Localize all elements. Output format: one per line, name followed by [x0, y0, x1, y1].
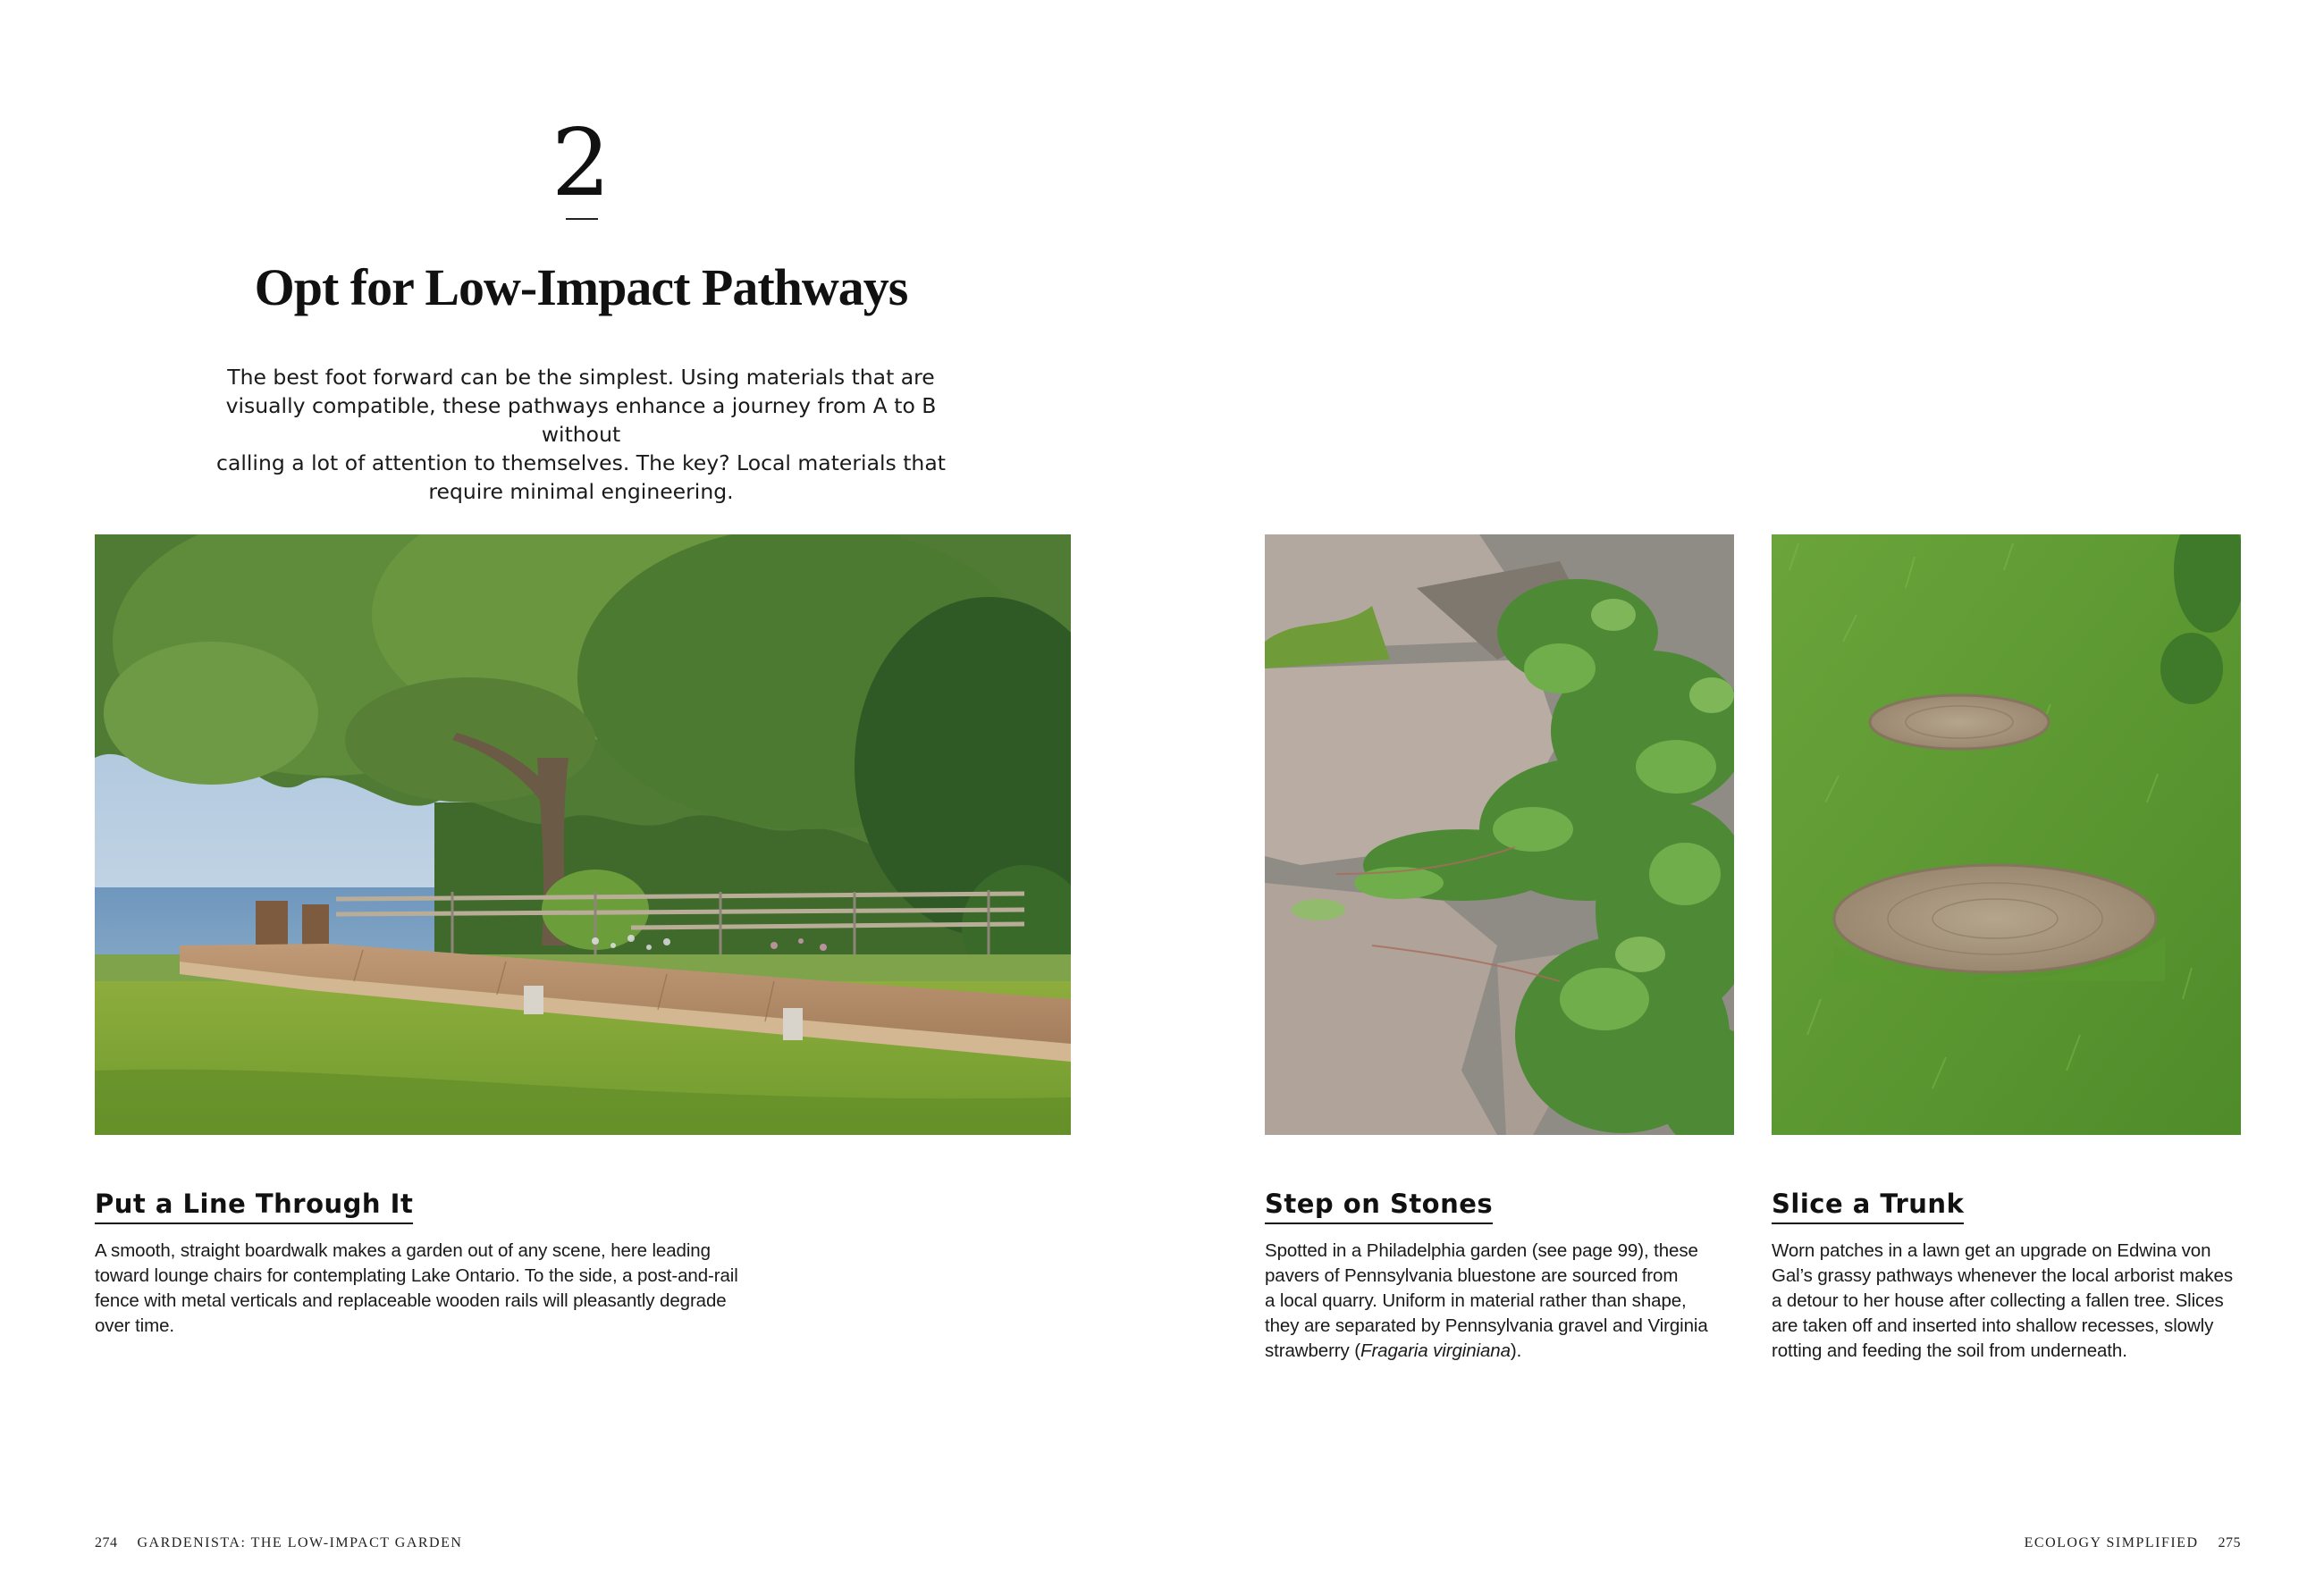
feature-trunk — [1772, 1189, 2241, 1364]
feature-line: A smooth, straight boardwalk makes a garden out of any scene, here leading — [95, 1240, 711, 1261]
boardwalk-photo — [95, 534, 1071, 1135]
feature-body — [1265, 1239, 1734, 1364]
section-number-rule — [566, 218, 598, 220]
page-number: 275 — [2218, 1535, 2241, 1550]
feature-line: toward lounge chairs for contemplating Lake Ontario. To the side, a post-and-rail — [95, 1265, 738, 1286]
feature-line: rotting and feeding the soil from underneath. — [1772, 1340, 2127, 1361]
intro-line: calling a lot of attention to themselves. The key? Local materials that — [216, 450, 946, 475]
feature-text: strawberry ( — [1265, 1340, 1361, 1361]
trunk-slices-photo — [1772, 534, 2241, 1135]
feature-title: Step on Stones — [1265, 1189, 1493, 1224]
feature-text: ). — [1510, 1340, 1522, 1361]
species-name: Fragaria virginiana — [1360, 1340, 1511, 1361]
feature-line: Spotted in a Philadelphia garden (see page 99), these — [1265, 1240, 1698, 1261]
intro-line: The best foot forward can be the simplest. Using materials that are — [227, 365, 935, 390]
section-intro — [192, 363, 970, 506]
feature-line: are taken off and inserted into shallow recesses, slowly — [1772, 1315, 2214, 1336]
feature-line: over time. — [95, 1315, 174, 1336]
intro-line: visually compatible, these pathways enhance a journey from A to B without — [225, 393, 937, 447]
feature-body — [1772, 1239, 2241, 1364]
running-head: GARDENISTA: THE LOW-IMPACT GARDEN — [137, 1535, 463, 1550]
right-folio — [2025, 1535, 2241, 1551]
section-title: Opt for Low-Impact Pathways — [254, 258, 908, 316]
feature-line: Worn patches in a lawn get an upgrade on Edwina von — [1772, 1240, 2211, 1261]
feature-line: pavers of Pennsylvania bluestone are sourced from — [1265, 1265, 1679, 1286]
feature-line: a detour to her house after collecting a fallen tree. Slices — [1772, 1290, 2224, 1311]
feature-body — [95, 1239, 774, 1339]
left-folio — [95, 1535, 462, 1551]
feature-boardwalk — [95, 1189, 774, 1339]
feature-stones — [1265, 1189, 1734, 1364]
feature-line: Gal’s grassy pathways whenever the local arborist makes — [1772, 1265, 2233, 1286]
feature-line: they are separated by Pennsylvania gravel and Virginia — [1265, 1315, 1708, 1336]
feature-line — [1265, 1339, 1734, 1364]
feature-title: Slice a Trunk — [1772, 1189, 1964, 1224]
page-number: 274 — [95, 1535, 118, 1550]
running-head: ECOLOGY SIMPLIFIED — [2024, 1535, 2199, 1550]
feature-title: Put a Line Through It — [95, 1189, 413, 1224]
section-number: 2 — [551, 108, 611, 217]
feature-line: fence with metal verticals and replaceable wooden rails will pleasantly degrade — [95, 1290, 727, 1311]
stepping-stones-photo — [1265, 534, 1734, 1135]
feature-line: a local quarry. Uniform in material rather than shape, — [1265, 1290, 1687, 1311]
intro-line: require minimal engineering. — [428, 479, 734, 504]
